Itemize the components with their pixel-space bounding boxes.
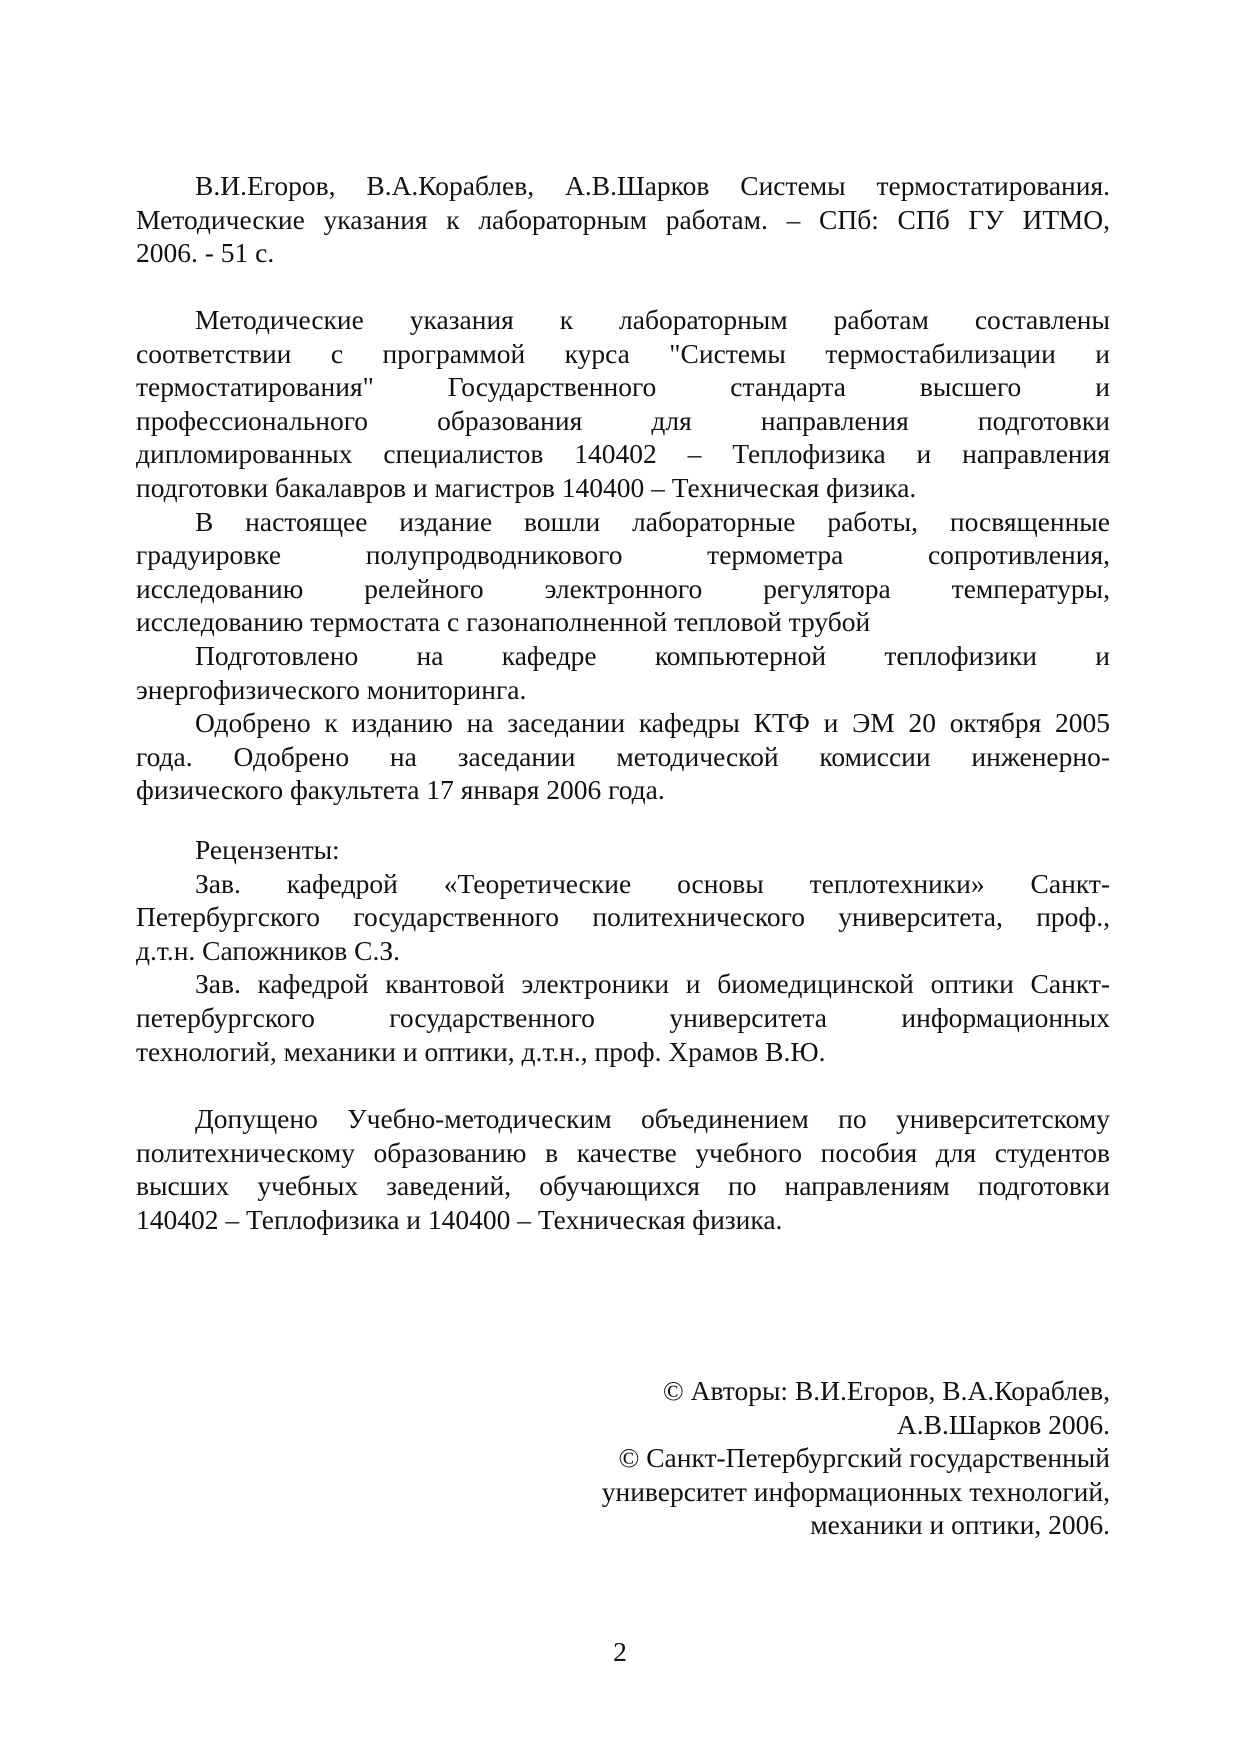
annotation-paragraph-3 (136, 639, 1110, 706)
bibliographic-citation (136, 169, 1110, 270)
citation-line: 2006. - 51 с. (136, 237, 275, 269)
copyright-line: механики и оптики, 2006. (810, 1509, 1110, 1541)
reviewer-line: д.т.н. Сапожников С.З. (136, 934, 401, 966)
annotation-line: градуировке полупродводникового термометра сопротивления, (136, 539, 1110, 571)
annotation-line: подготовки бакалавров и магистров 140400 – Техническая физика. (136, 471, 917, 503)
copyright-line: А.В.Шарков 2006. (896, 1408, 1110, 1440)
reviewer-line: Петербургского государственного политехнического университета, проф., (136, 901, 1110, 933)
annotation-line: Подготовлено на кафедре компьютерной теплофизики и (195, 639, 1110, 671)
annotation-line: термостатирования" Государственного стандарта высшего и (136, 371, 1110, 403)
annotation-line: Методические указания к лабораторным работам составлены (195, 304, 1110, 335)
reviewer-line: Зав. кафедрой «Теоретические основы теплотехники» Санкт- (195, 867, 1110, 899)
approval-line: политехническому образованию в качестве учебного пособия для студентов (136, 1136, 1110, 1168)
reviewer-2 (136, 967, 1110, 1068)
approval-note (136, 1102, 1110, 1236)
annotation-line: исследованию термостата с газонаполненной тепловой трубой (136, 606, 871, 638)
reviewers-heading: Рецензенты: (195, 834, 340, 865)
annotation-paragraph-2 (136, 505, 1110, 639)
approval-line: 140402 – Теплофизика и 140400 – Техническая физика. (136, 1203, 783, 1235)
annotation-paragraph-4 (136, 706, 1110, 807)
annotation-line: исследованию релейного электронного регулятора температуры, (136, 572, 1110, 604)
reviewer-1 (136, 867, 1110, 968)
annotation (136, 303, 1110, 807)
copyright-block (520, 1374, 1110, 1542)
annotation-line: энергофизического мониторинга. (136, 673, 527, 705)
annotation-line: дипломированных специалистов 140402 – Теплофизика и направления (136, 438, 1110, 470)
annotation-line: В настоящее издание вошли лабораторные работы, посвященные (195, 505, 1110, 537)
copyright-line: © Авторы: В.И.Егоров, В.А.Кораблев, (662, 1375, 1110, 1406)
reviewer-line: петербургского государственного университета информационных (136, 1001, 1110, 1033)
citation-line: В.И.Егоров, В.А.Кораблев, А.В.Шарков Системы термостатирования. (195, 170, 1110, 201)
approval-line: Допущено Учебно-методическим объединением по университетскому (195, 1103, 1110, 1134)
page-number: 2 (613, 1636, 627, 1667)
copyright-line: университет информационных технологий, (601, 1475, 1110, 1507)
annotation-paragraph-1 (136, 303, 1110, 505)
approval-line: высших учебных заведений, обучающихся по направлениям подготовки (136, 1170, 1110, 1202)
annotation-line: года. Одобрено на заседании методической комиссии инженерно- (136, 740, 1110, 772)
reviewer-line: технологий, механики и оптики, д.т.н., проф. Храмов В.Ю. (136, 1035, 826, 1067)
reviewer-line: Зав. кафедрой квантовой электроники и биомедицинской оптики Санкт- (195, 968, 1110, 1000)
annotation-line: Одобрено к изданию на заседании кафедры КТФ и ЭМ 20 октября 2005 (195, 707, 1110, 739)
citation-line: Методические указания к лабораторным работам. – СПб: СПб ГУ ИТМО, (136, 203, 1110, 235)
annotation-line: профессионального образования для направления подготовки (136, 404, 1110, 436)
reviewers-section (136, 833, 1110, 1068)
annotation-line: физического факультета 17 января 2006 года. (136, 774, 665, 806)
copyright-line: © Санкт-Петербургский государственный (618, 1442, 1110, 1474)
annotation-line: соответствии с программой курса "Системы термостабилизации и (136, 337, 1110, 369)
